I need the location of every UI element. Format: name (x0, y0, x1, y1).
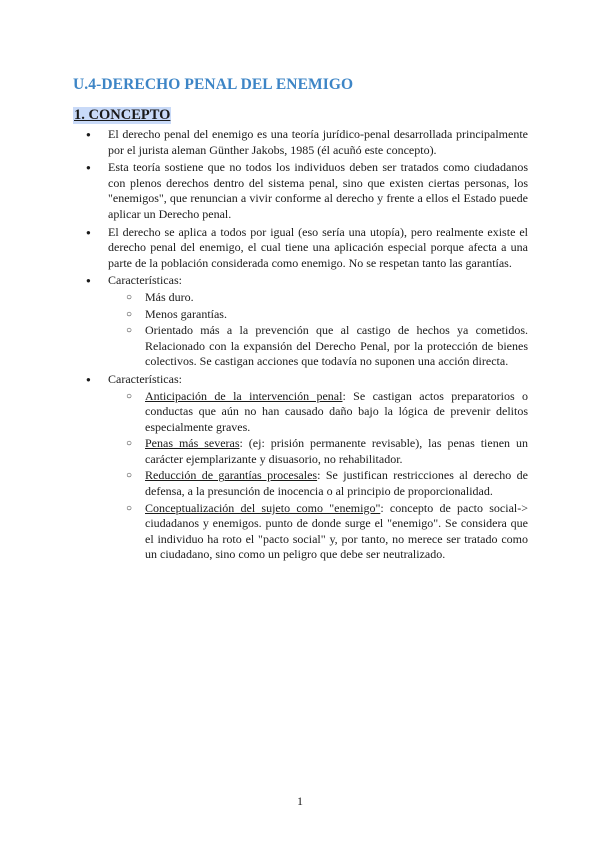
section-heading: 1. CONCEPTO (74, 107, 171, 123)
term: Anticipación de la intervención penal (145, 388, 343, 403)
term: Penas más severas (145, 436, 240, 451)
sub-list-item (108, 468, 528, 499)
characteristics-label: Características: (108, 371, 182, 386)
sub-list (108, 389, 528, 564)
sub-list-item (108, 501, 528, 563)
bullet-list (73, 127, 528, 563)
page-number: 1 (297, 794, 303, 808)
list-item: ● El derecho penal del enemigo es una teoría jurídico-penal desarrollada principalmente por el jurista aleman Günther Jakobs, 1985 (él acuñó este concepto). (73, 127, 528, 158)
term: Conceptualización del sujeto como "enemigo" (145, 500, 381, 515)
list-item-characteristics-2 (73, 372, 528, 563)
term-description: : concepto de pacto social-> ciudadanos y enemigos. punto de donde surge el "enemigo". Se considera que el individuo ha roto el "pacto social" y, por tanto, no merece ser tratado como un ciudadano, sino como un peligro que debe ser neutralizado. (145, 500, 528, 562)
term-description: : (ej: prisión permanente revisable), las penas tienen un carácter ejemplarizante y disuasorio, no rehabilitador. (145, 436, 528, 466)
list-item-characteristics-1 (73, 273, 528, 370)
sub-list-item (108, 436, 528, 467)
sub-list-item: ○ Menos garantías. (108, 307, 528, 323)
list-item: ● Esta teoría sostiene que no todos los individuos deben ser tratados como ciudadanos con plenos derechos dentro del sistema penal, sino que existen ciertas personas, los "enemigos", que renuncian a vivir conforme al derecho y frente a ellos el Estado puede aplicar un Derecho penal. (73, 160, 528, 222)
list-item: ● El derecho se aplica a todos por igual (eso sería una utopía), pero realmente existe el derecho penal del enemigo, el cual tiene una aplicación especial porque afecta a una parte de la población considerada como enemigo. No se respetan tanto las garantías. (73, 225, 528, 272)
document-title: U.4-DERECHO PENAL DEL ENEMIGO (73, 76, 354, 93)
term: Reducción de garantías procesales (145, 468, 318, 483)
sub-list-item (108, 389, 528, 436)
term-description: : Se justifican restricciones al derecho de defensa, a la presunción de inocencia o al principio de proporcionalidad. (145, 468, 528, 499)
sub-list (108, 290, 528, 370)
term-description: : Se castigan actos preparatorios o conductas que aún no han causado daño bajo la lógica de prevenir delitos especialmente graves. (145, 388, 528, 434)
characteristics-label: Características: (108, 273, 182, 288)
sub-list-item: ○ Orientado más a la prevención que al castigo de hechos ya cometidos. Relacionado con la expansión del Derecho Penal, por la protección de bienes colectivos. Se castigan acciones que todavía no suponen una acción directa. (108, 323, 528, 370)
document-body (73, 127, 528, 565)
sub-list-item: ○ Más duro. (108, 290, 528, 306)
